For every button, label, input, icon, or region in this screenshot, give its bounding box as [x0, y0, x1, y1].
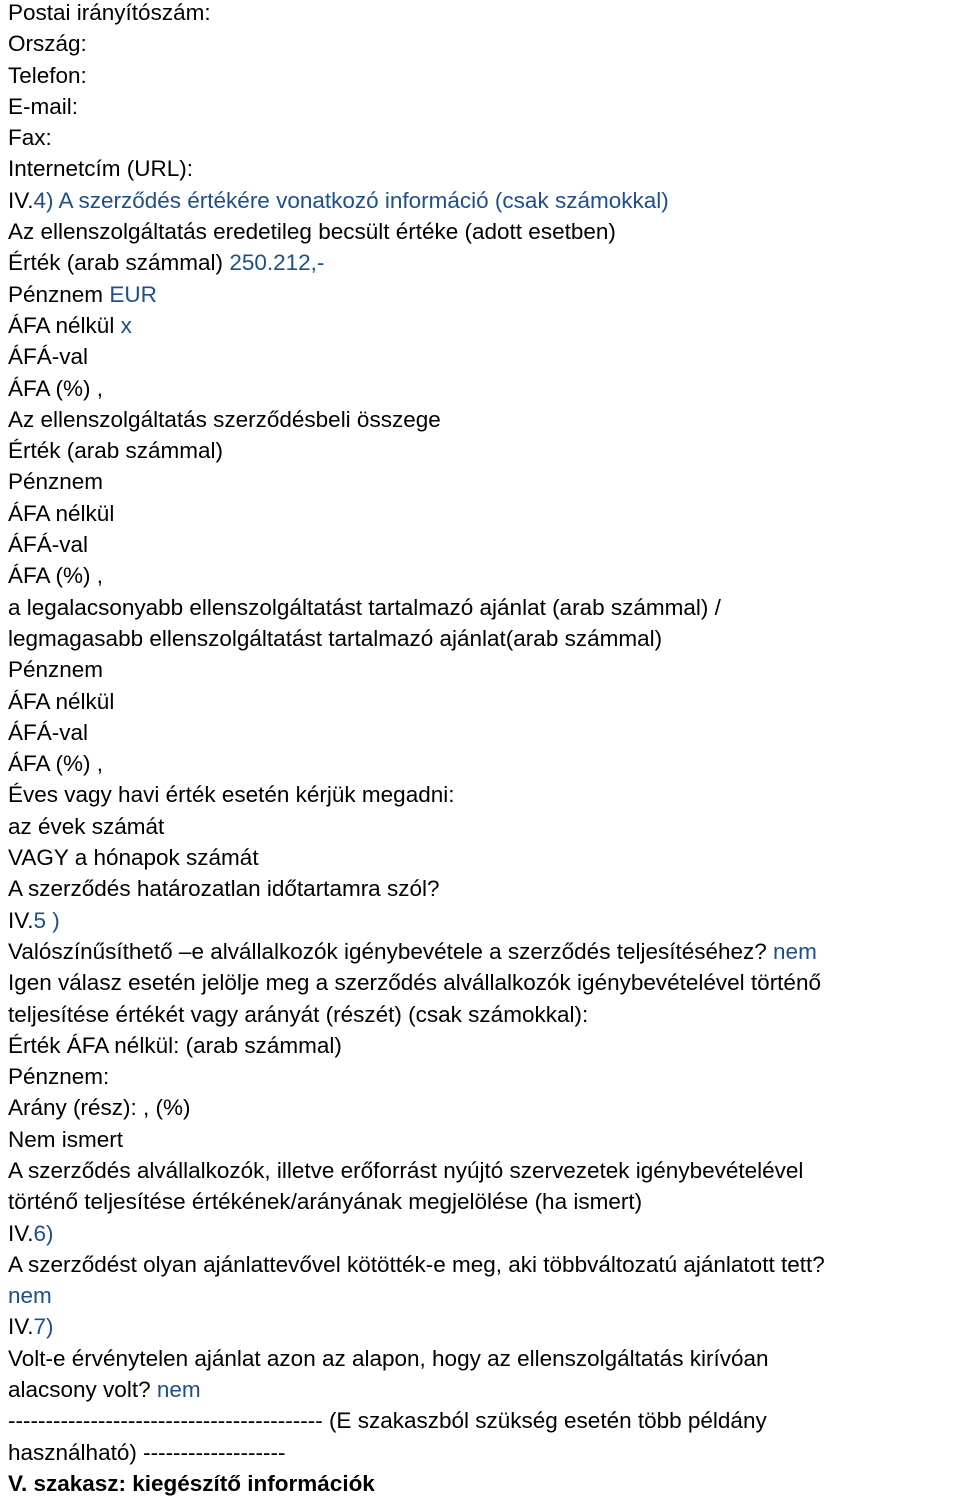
line-label: Igen válasz esetén jelölje meg a szerződés alvállalkozók igénybevételével történő: [8, 970, 821, 996]
document-line: [8, 905, 960, 936]
line-value: 250.212,-: [229, 250, 325, 276]
document-line: [8, 373, 960, 404]
line-label: Pénznem:: [8, 1064, 110, 1090]
line-label: ÁFA (%) ,: [8, 563, 104, 589]
document-line: [8, 1405, 960, 1436]
line-value: nem: [773, 938, 817, 964]
document-line: [8, 466, 960, 497]
line-label: Pénznem: [8, 657, 104, 683]
document-line: [8, 247, 960, 278]
line-label: A szerződés alvállalkozók, illetve erőforrást nyújtó szervezetek igénybevételével: [8, 1157, 804, 1183]
line-label: A szerződés határozatlan időtartamra szól?: [8, 876, 440, 902]
document-line: [8, 1280, 960, 1311]
document-line: [8, 717, 960, 748]
line-value: 5 ): [33, 907, 60, 933]
line-value: 4) A szerződés értékére vonatkozó információ (csak számokkal): [33, 187, 669, 213]
line-label: használható) -------------------: [8, 1439, 286, 1465]
line-label: Érték (arab számmal): [8, 438, 224, 464]
line-label: IV.: [8, 187, 34, 213]
line-label: Volt-e érvénytelen ajánlat azon az alapon, hogy az ellenszolgáltatás kirívóan: [8, 1345, 769, 1371]
document-line: [8, 1249, 960, 1280]
document-line: [8, 811, 960, 842]
line-label: Telefon:: [8, 62, 87, 88]
document-line: [8, 498, 960, 529]
document-line: [8, 1343, 960, 1374]
line-label: E-mail:: [8, 93, 79, 119]
document-line: [8, 1061, 960, 1092]
line-label: ------------------------------------------ (E szakaszból szükség esetén több példány: [8, 1408, 767, 1434]
document-line: [8, 1030, 960, 1061]
document-line: [8, 873, 960, 904]
line-value: EUR: [109, 281, 157, 307]
line-label: ÁFA (%) ,: [8, 751, 104, 777]
line-value: 6): [33, 1220, 54, 1246]
line-label: IV.: [8, 1220, 34, 1246]
line-label: Ország:: [8, 31, 87, 57]
document-line: [8, 185, 960, 216]
document-line: [8, 122, 960, 153]
document-line: [8, 60, 960, 91]
line-label: Arány (rész): , (%): [8, 1095, 191, 1121]
document-line: [8, 153, 960, 184]
document-line: [8, 560, 960, 591]
document-line: [8, 1311, 960, 1342]
document-line: [8, 28, 960, 59]
document-line: [8, 999, 960, 1030]
document-line: [8, 779, 960, 810]
line-label: A szerződést olyan ajánlattevővel kötötték-e meg, aki többváltozatú ajánlatott tett?: [8, 1251, 825, 1277]
line-label: VAGY a hónapok számát: [8, 845, 259, 871]
line-label: Nem ismert: [8, 1126, 124, 1152]
line-label: Az ellenszolgáltatás eredetileg becsült értéke (adott esetben): [8, 219, 616, 245]
line-label: ÁFA nélkül: [8, 500, 115, 526]
document-line: [8, 748, 960, 779]
line-label: ÁFÁ-val: [8, 719, 89, 745]
section-heading: V. szakasz: kiegészítő információk: [8, 1470, 375, 1496]
document-line: [8, 435, 960, 466]
document-line: [8, 1092, 960, 1123]
line-label: Pénznem: [8, 281, 110, 307]
document-line: [8, 623, 960, 654]
document-line: [8, 91, 960, 122]
document-line: [8, 1155, 960, 1186]
document-line: [8, 842, 960, 873]
line-label: ÁFÁ-val: [8, 344, 89, 370]
line-value: nem: [8, 1283, 52, 1309]
line-label: ÁFA (%) ,: [8, 375, 104, 401]
document-line: [8, 1374, 960, 1405]
document-line: [8, 936, 960, 967]
document-line: [8, 0, 960, 28]
line-label: Érték (arab számmal): [8, 250, 230, 276]
line-label: ÁFA nélkül: [8, 688, 115, 714]
line-label: történő teljesítése értékének/arányának megjelölése (ha ismert): [8, 1189, 643, 1215]
line-label: Az ellenszolgáltatás szerződésbeli összege: [8, 406, 441, 432]
document-line: [8, 1437, 960, 1468]
line-value: nem: [156, 1377, 201, 1403]
document-line: [8, 686, 960, 717]
line-label: az évek számát: [8, 813, 165, 839]
document-line: [8, 341, 960, 372]
line-value: 7): [33, 1314, 54, 1340]
line-label: legmagasabb ellenszolgáltatást tartalmazó ajánlat(arab számmal): [8, 625, 663, 651]
document-line: [8, 1186, 960, 1217]
line-label: Érték ÁFA nélkül: (arab számmal): [8, 1032, 342, 1058]
document-line: [8, 654, 960, 685]
line-value: x: [120, 312, 132, 338]
line-label: Fax:: [8, 125, 52, 151]
line-label: Valószínűsíthető –e alvállalkozók igénybevétele a szerződés teljesítéséhez?: [8, 938, 774, 964]
line-label: IV.: [8, 907, 34, 933]
document-line: [8, 216, 960, 247]
line-label: teljesítése értékét vagy arányát (részét) (csak számokkal):: [8, 1001, 589, 1027]
line-label: alacsony volt?: [8, 1377, 157, 1403]
document-line: [8, 310, 960, 341]
line-label: Postai irányítószám:: [8, 0, 211, 25]
document-line: [8, 279, 960, 310]
document-line: [8, 967, 960, 998]
line-label: ÁFÁ-val: [8, 532, 89, 558]
line-label: IV.: [8, 1314, 34, 1340]
line-label: ÁFA nélkül: [8, 312, 121, 338]
document-line: [8, 1218, 960, 1249]
line-label: Internetcím (URL):: [8, 156, 194, 182]
line-label: Éves vagy havi érték esetén kérjük megadni:: [8, 782, 455, 808]
line-label: a legalacsonyabb ellenszolgáltatást tartalmazó ajánlat (arab számmal) /: [8, 594, 721, 620]
document-line: [8, 529, 960, 560]
document-line: [8, 404, 960, 435]
document-line: [8, 592, 960, 623]
line-label: Pénznem: [8, 469, 104, 495]
document-line: [8, 1124, 960, 1155]
